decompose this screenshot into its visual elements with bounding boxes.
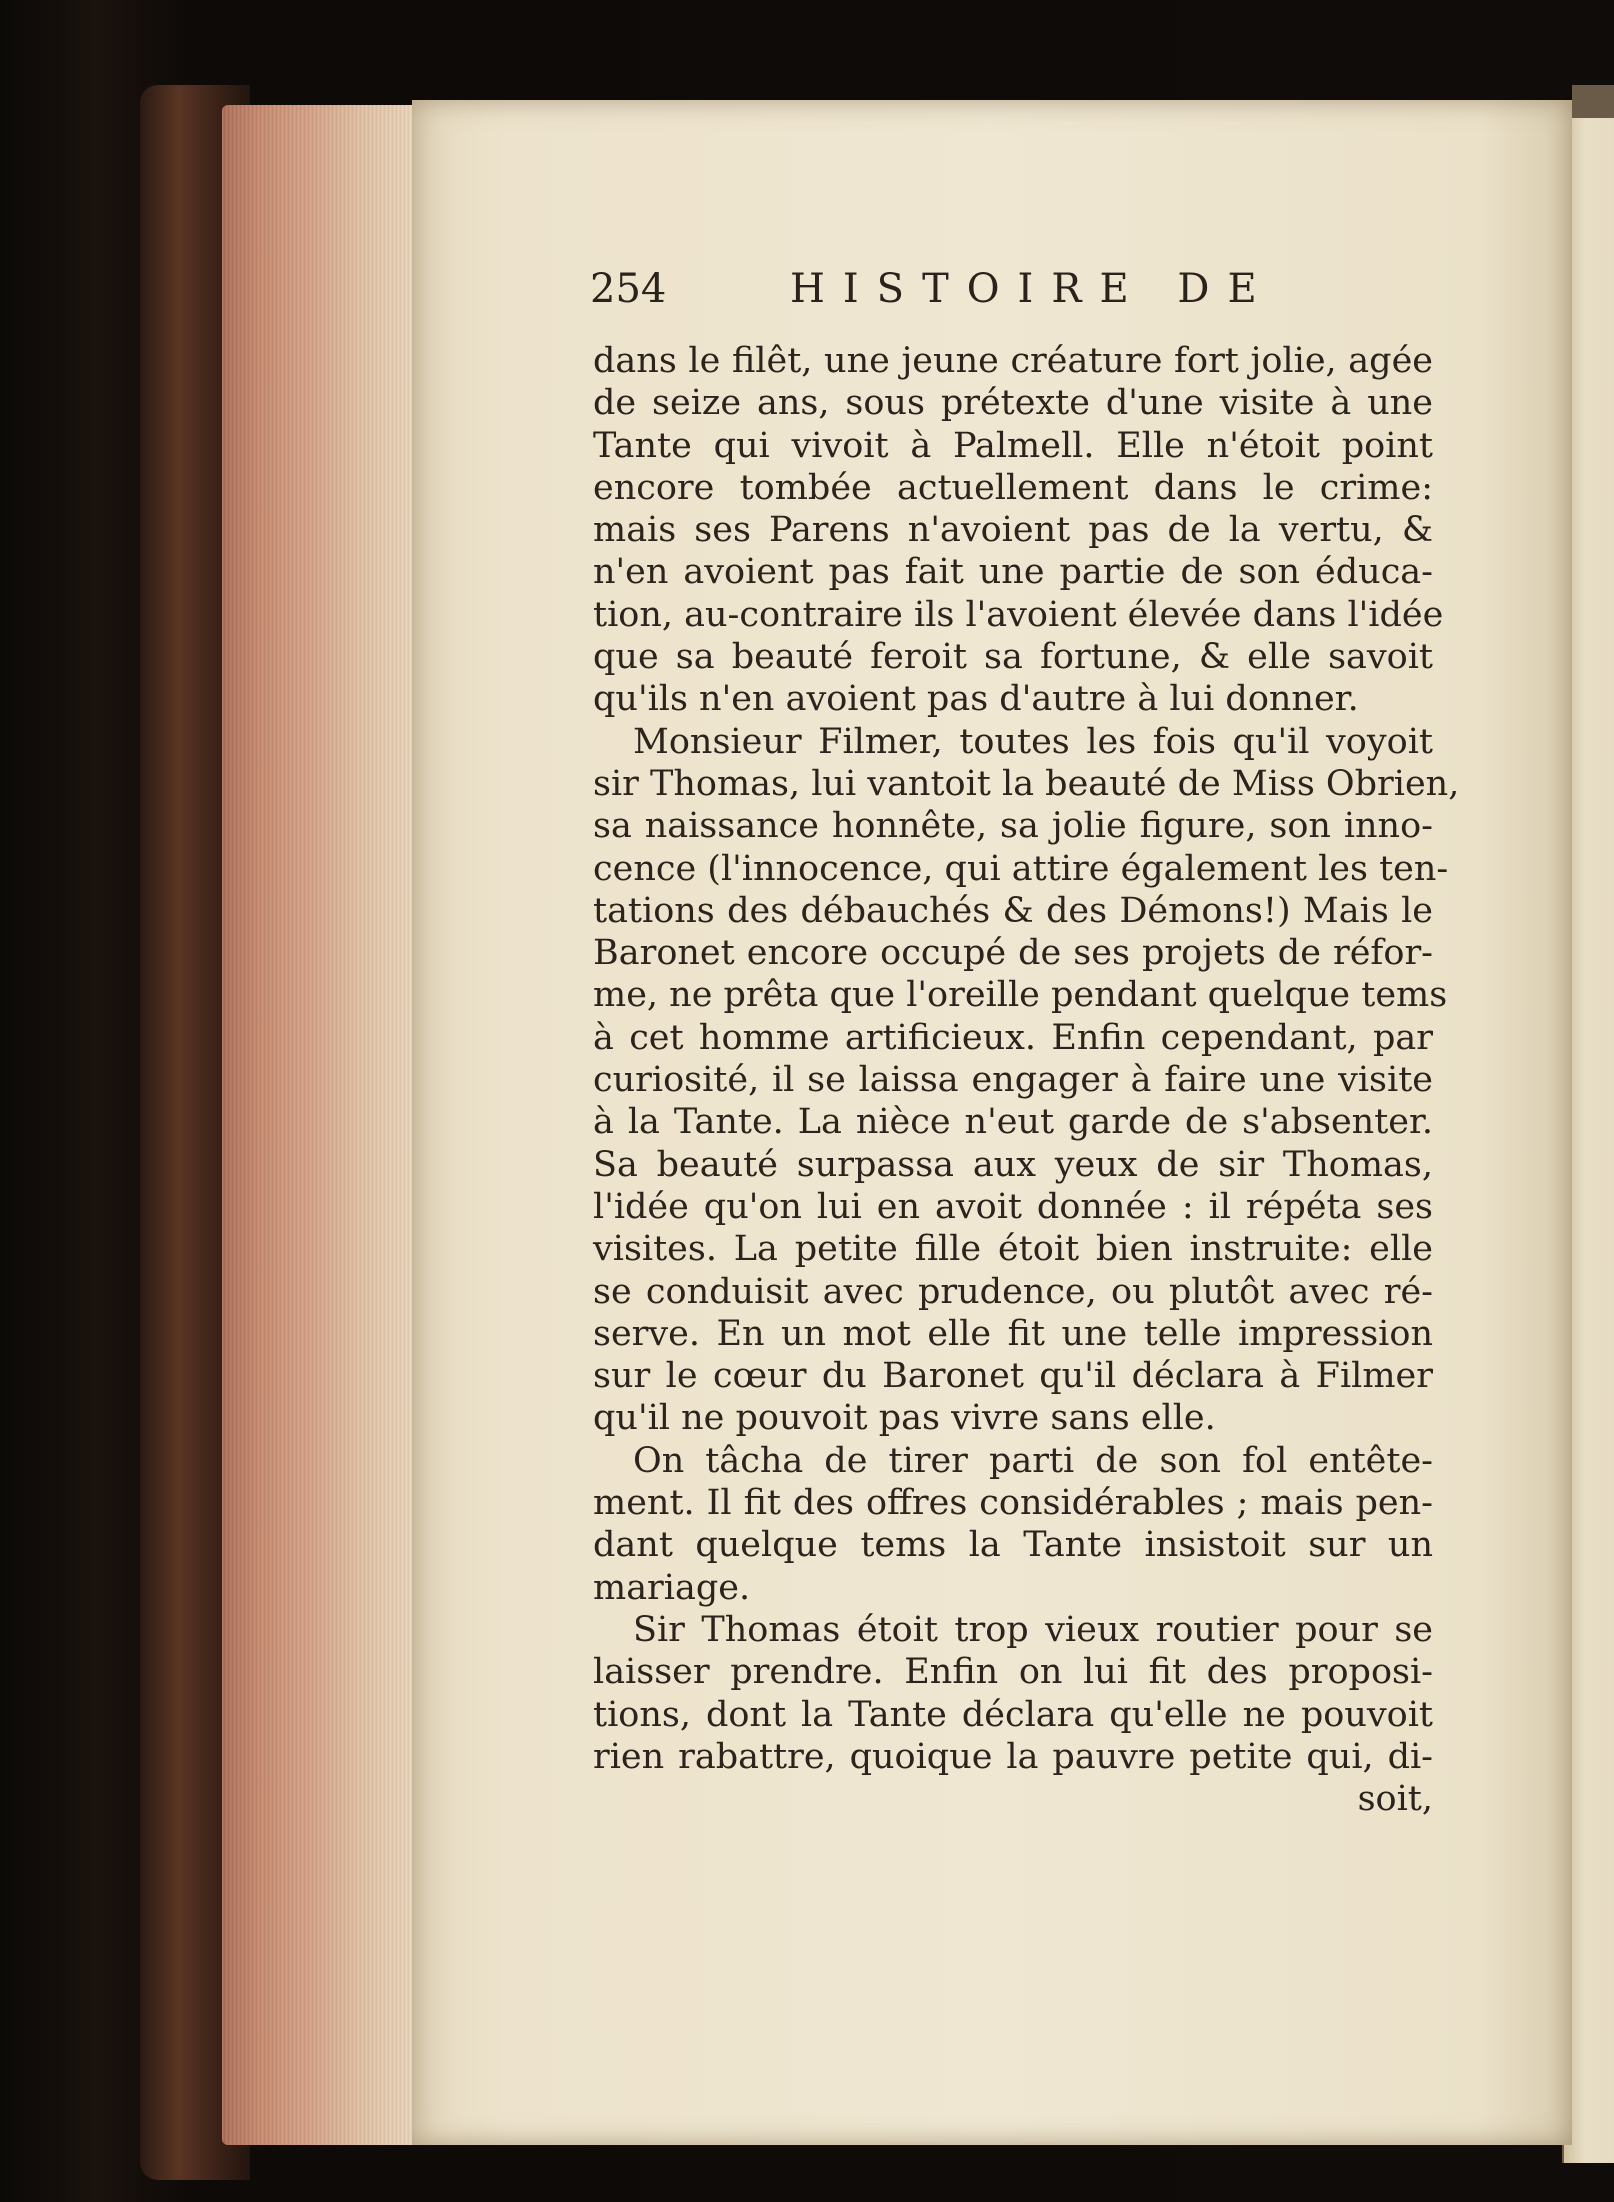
text-line: sir Thomas, lui vantoit la beauté de Miss Obrien, xyxy=(593,763,1460,804)
text-line: curiosité, il se laissa engager à faire une visite xyxy=(593,1060,1433,1101)
text-line: l'idée qu'on lui en avoit donnée : il répéta ses xyxy=(593,1186,1433,1227)
text-line: n'en avoient pas fait une partie de son éduca- xyxy=(593,552,1433,593)
text-line: mais ses Parens n'avoient pas de la vertu, & xyxy=(593,510,1433,551)
text-line: à la Tante. La nièce n'eut garde de s'absenter. xyxy=(593,1102,1433,1143)
text-line: Monsieur Filmer, toutes les fois qu'il voyoit xyxy=(633,721,1433,762)
text-line: sa naissance honnête, sa jolie figure, son inno- xyxy=(593,806,1433,847)
page-number: 254 xyxy=(590,266,667,312)
text-line: Sa beauté surpassa aux yeux de sir Thomas, xyxy=(593,1144,1433,1185)
running-title: HISTOIRE DE xyxy=(790,266,1275,312)
text-line: sur le cœur du Baronet qu'il déclara à Filmer xyxy=(593,1356,1433,1397)
text-line: ment. Il fit des offres considérables ; mais pen- xyxy=(593,1483,1433,1524)
text-line: Sir Thomas étoit trop vieux routier pour se xyxy=(633,1609,1433,1650)
text-line: qu'ils n'en avoient pas d'autre à lui donner. xyxy=(593,679,1359,720)
text-line: me, ne prêta que l'oreille pendant quelque tems xyxy=(593,975,1448,1016)
text-line: rien rabattre, quoique la pauvre petite qui, di- xyxy=(593,1736,1433,1777)
text-line: cence (l'innocence, qui attire également les ten- xyxy=(593,848,1449,889)
body-text xyxy=(593,340,1460,1820)
page-header xyxy=(590,266,1290,326)
text-line: de seize ans, sous prétexte d'une visite à une xyxy=(593,383,1433,424)
text-line: tations des débauchés & des Démons!) Mais le xyxy=(593,890,1433,931)
text-line: tion, au-contraire ils l'avoient élevée dans l'idée xyxy=(593,594,1444,635)
catchword: soit, xyxy=(1357,1779,1433,1820)
text-line: serve. En un mot elle fit une telle impression xyxy=(593,1313,1433,1354)
text-line: dant quelque tems la Tante insistoit sur un xyxy=(593,1525,1433,1566)
page-edges xyxy=(222,105,422,2145)
text-line: qu'il ne pouvoit pas vivre sans elle. xyxy=(593,1398,1216,1439)
text-line: se conduisit avec prudence, ou plutôt avec ré- xyxy=(593,1271,1433,1312)
text-line: laisser prendre. Enfin on lui fit des proposi- xyxy=(593,1652,1433,1693)
text-line: Baronet encore occupé de ses projets de réfor- xyxy=(593,933,1433,974)
text-line: Tante qui vivoit à Palmell. Elle n'étoit point xyxy=(593,425,1433,466)
text-line: On tâcha de tirer parti de son fol entête- xyxy=(633,1440,1433,1481)
text-line: visites. La petite fille étoit bien instruite: elle xyxy=(593,1229,1433,1270)
text-line: encore tombée actuellement dans le crime: xyxy=(593,467,1433,508)
text-line: mariage. xyxy=(593,1567,751,1608)
text-line: dans le filêt, une jeune créature fort jolie, agée xyxy=(593,341,1433,381)
text-line: tions, dont la Tante déclara qu'elle ne pouvoit xyxy=(593,1694,1433,1735)
text-line: à cet homme artificieux. Enfin cependant, par xyxy=(593,1017,1433,1058)
text-line: que sa beauté feroit sa fortune, & elle savoit xyxy=(593,637,1433,678)
